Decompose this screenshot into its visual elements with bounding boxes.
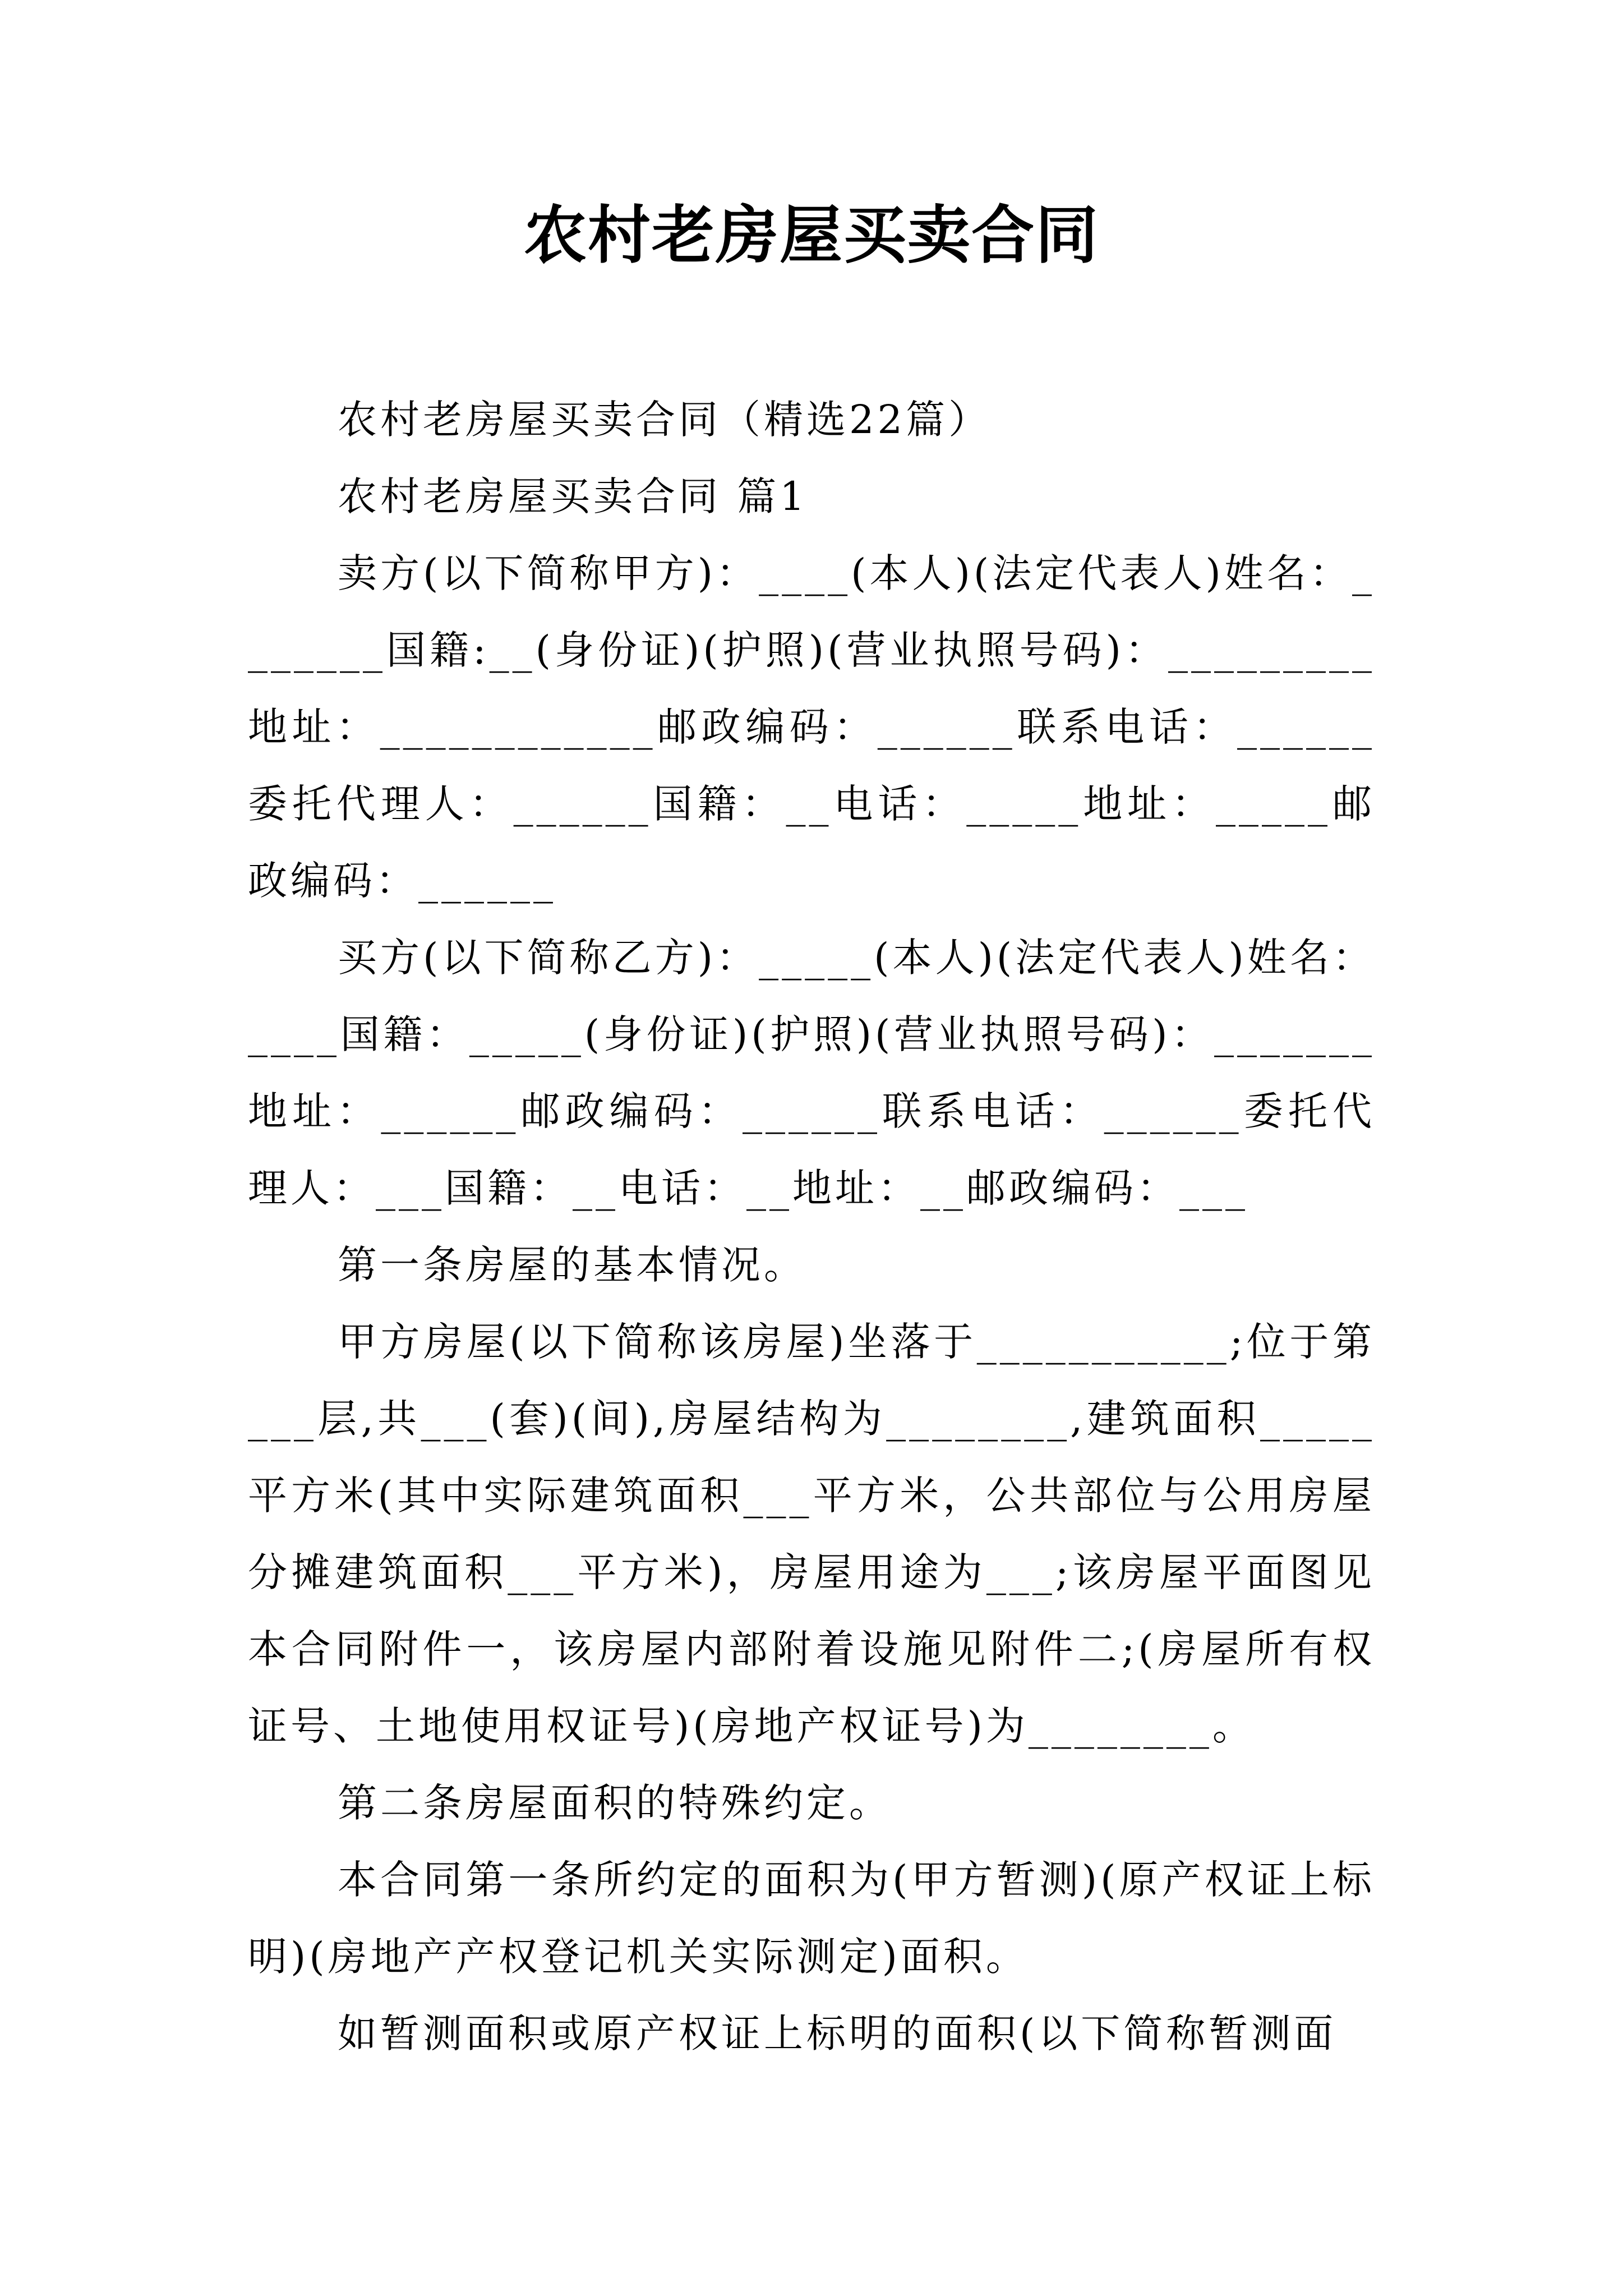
paragraph-buyer-info: 买方(以下简称乙方)：_____(本人)(法定代表人)姓名：____国籍：_____(身份证)(护照)(营业执照号码)：_______地址：______邮政编码：______联系电话：______委托代理人：___国籍：__电话：__地址：__邮政编码：___ <box>248 935 1375 1211</box>
document-body <box>248 381 1375 2072</box>
paragraph-article-2-body: 本合同第一条所约定的面积为(甲方暂测)(原产权证上标明)(房地产产权登记机关实际测定)面积。 <box>248 1857 1375 1980</box>
paragraph-subtitle: 农村老房屋买卖合同（精选22篇） <box>338 397 992 443</box>
paragraph-article-2-heading: 第二条房屋面积的特殊约定。 <box>338 1780 892 1826</box>
paragraph-article-1-body: 甲方房屋(以下简称该房屋)坐落于___________;位于第___层,共___(套)(间),房屋结构为________,建筑面积_____平方米(其中实际建筑面积___平方米，公共部位与公用房屋分摊建筑面积___平方米)，房屋用途为___;该房屋平面图见本合同附件一，该房屋内部附着设施见附件二;(房屋所有权证号、土地使用权证号)(房地产权证号)为________。 <box>248 1319 1375 1749</box>
paragraph-section-heading: 农村老房屋买卖合同 篇1 <box>338 473 808 519</box>
paragraph-article-2-continued: 如暂测面积或原产权证上标明的面积(以下简称暂测面 <box>338 2010 1337 2056</box>
document-title: 农村老房屋买卖合同 <box>524 199 1099 272</box>
paragraph-seller-info: 卖方(以下简称甲方)：____(本人)(法定代表人)姓名：_______国籍:__(身份证)(护照)(营业执照号码)：_________地址：____________邮政编码：______联系电话：______委托代理人：______国籍：__电话：_____地址：_____邮政编码：______ <box>248 550 1375 904</box>
paragraph-article-1-heading: 第一条房屋的基本情况。 <box>338 1242 806 1288</box>
